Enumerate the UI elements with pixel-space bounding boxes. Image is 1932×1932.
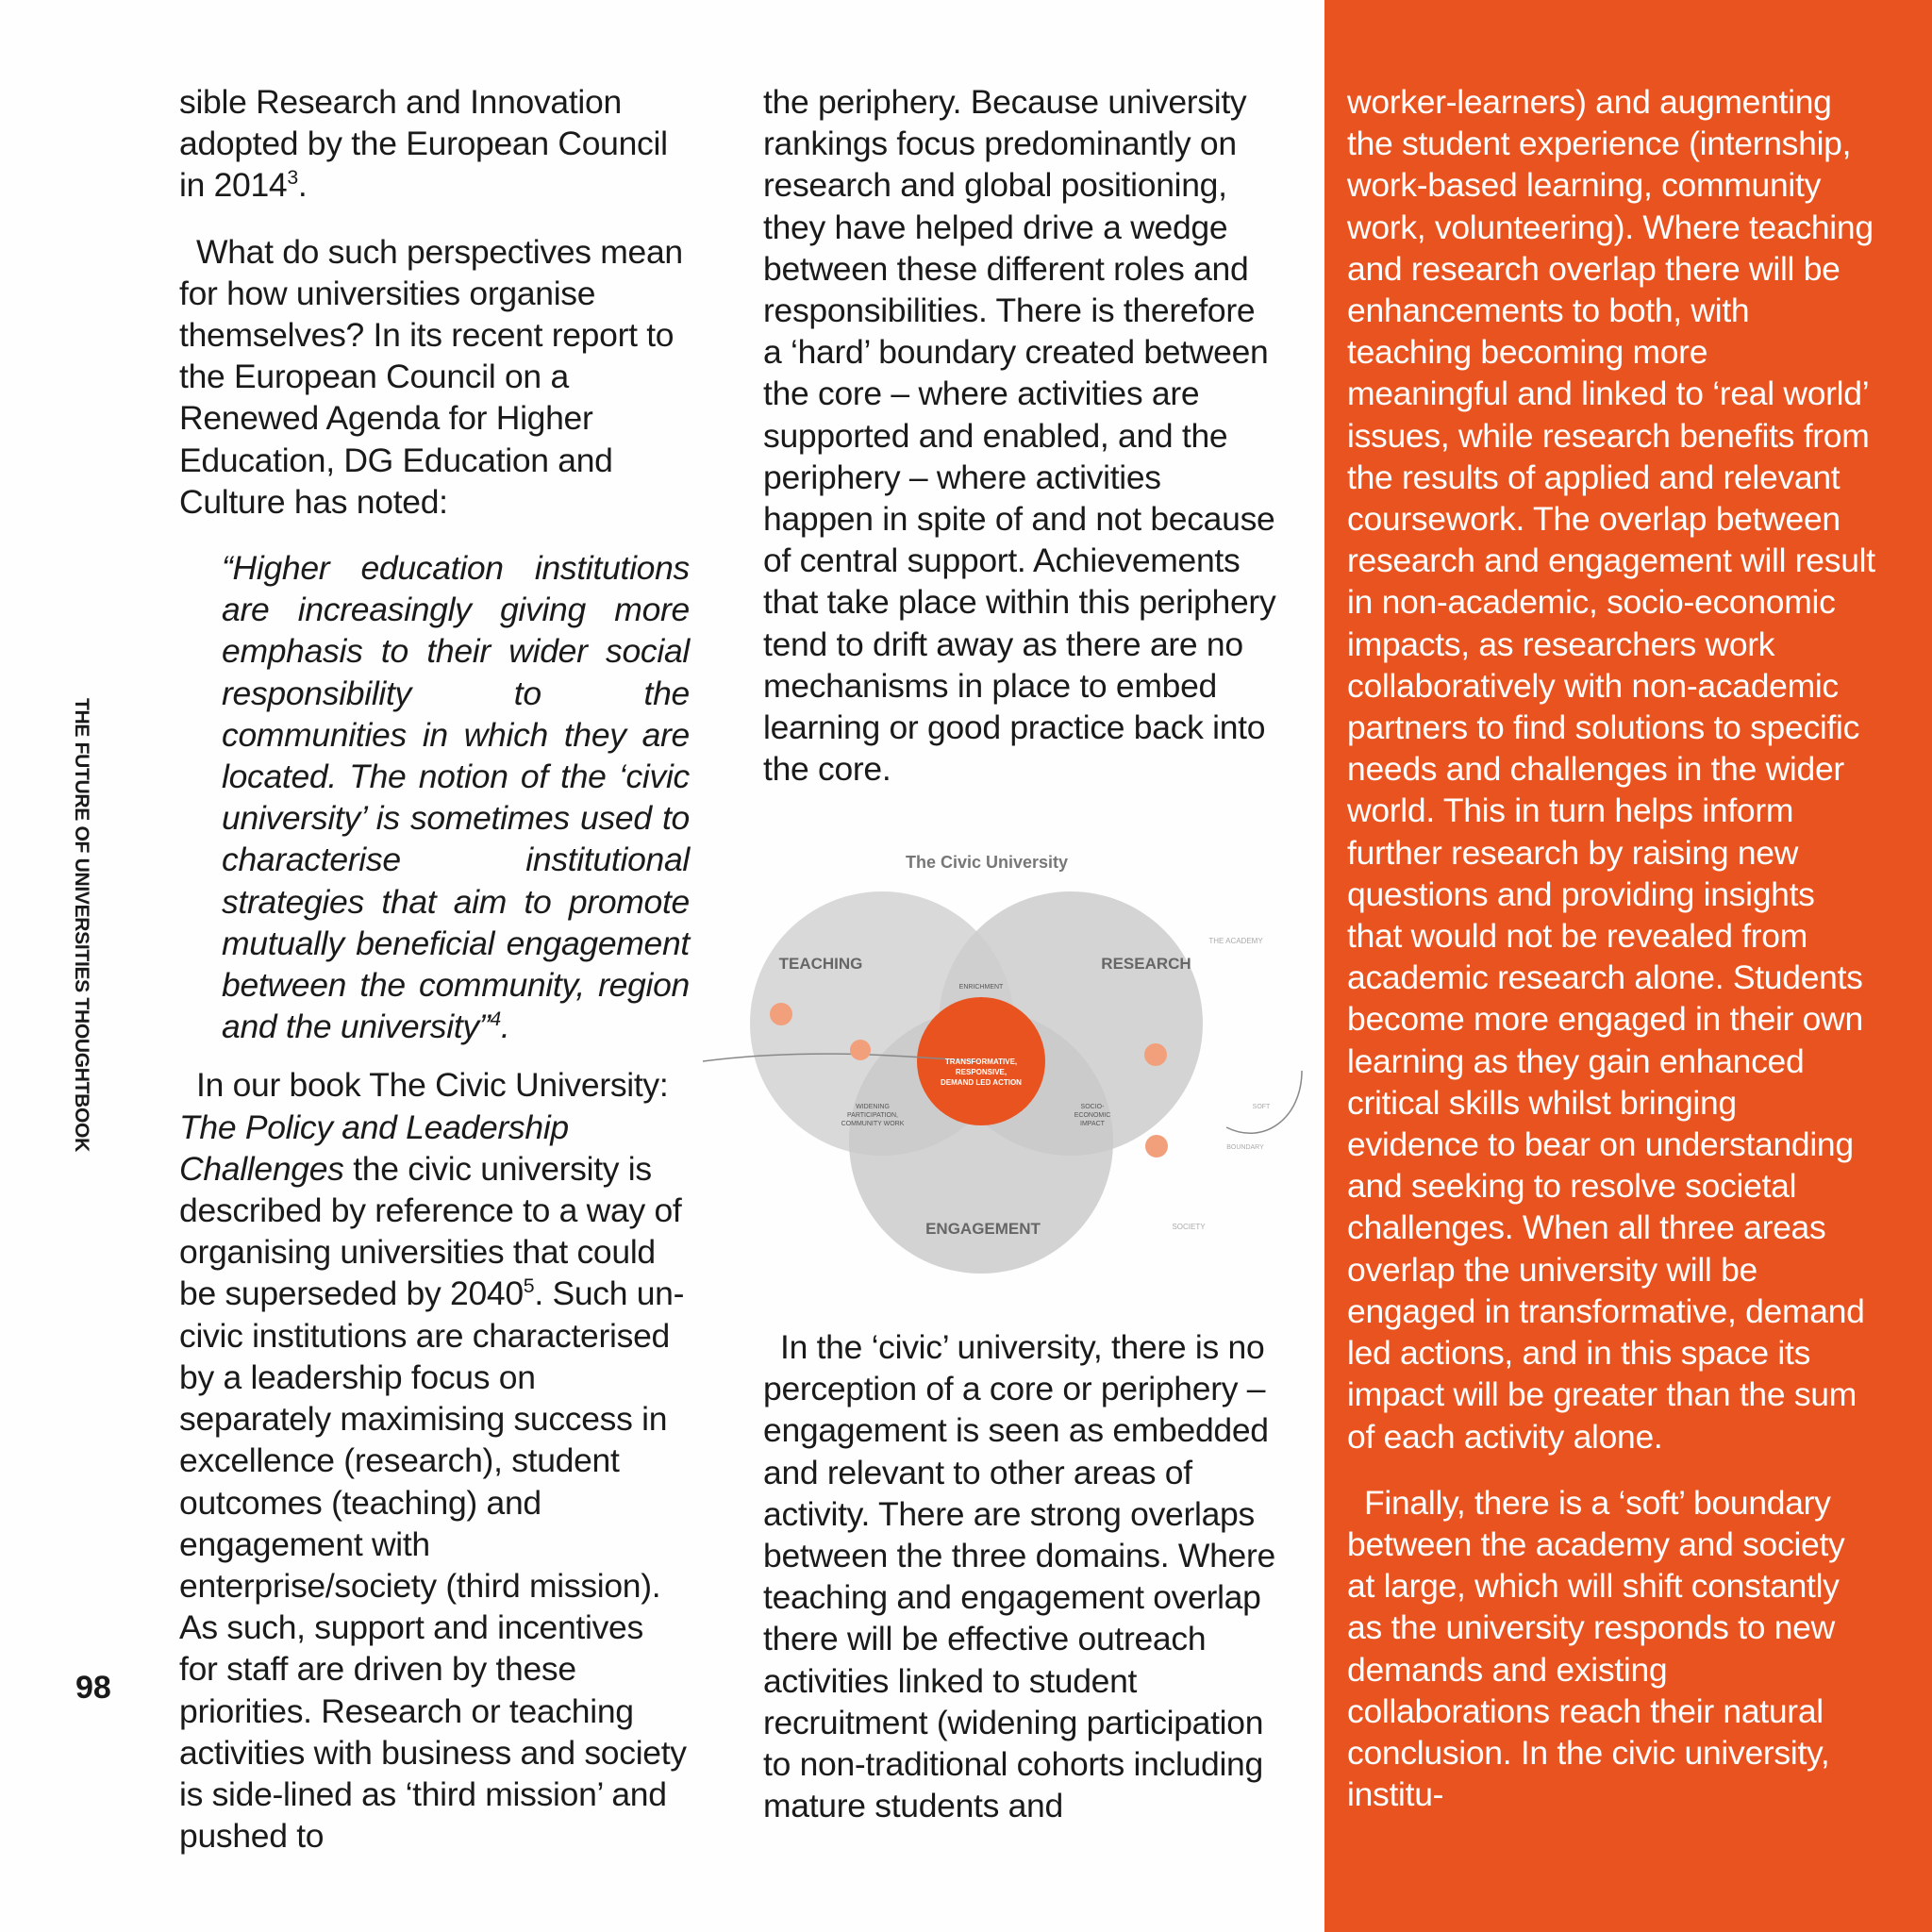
dot [850,1040,871,1060]
paragraph: What do such perspectives mean for how universities organise themselves? In its recent report to the European Council on a Renewed Agenda for Higher Education, DG Education and Culture has noted: [179,232,683,521]
column-3 [1347,81,1875,1840]
engagement-label: ENGAGEMENT [925,1220,1041,1238]
column-2 [763,81,1277,814]
column-1 [179,81,689,1881]
academy-label: THE ACADEMY [1208,937,1263,945]
civic-university-venn-diagram [698,835,1311,1288]
overlap-label: COMMUNITY WORK [841,1121,905,1127]
overlap-label: SOCIO- [1080,1104,1105,1110]
soft-label: SOFT [1252,1104,1271,1110]
paragraph: In the ‘civic’ university, there is no perception of a core or periphery – engagement is seen as embedded and relevant to other areas of activity. There are strong overlaps between the three domains. Where teaching and engagement overlap there will be effective outreach activities linked to student recruitment (widening participation to non-traditional cohorts including mature students and [763,1328,1275,1825]
paragraph: In our book The Civic University: The Policy and Leadership Challenges the civic university is described by reference to a way of organising universities that could be superseded by 2040$^5$. Such un-civic institutions are characterised by a leadership focus on separately maximising success in excellence (research), student outcomes (teaching) and engagement with enterprise/society (third mission). As such, support and incentives for staff are driven by these priorities. Research or teaching activities with business and society is side-lined as ‘third mission’ and pushed to [179,1066,687,1856]
dot [770,1003,792,1025]
society-label: SOCIETY [1172,1223,1206,1231]
center-label-line: RESPONSIVE, [955,1068,1008,1076]
dot [1145,1135,1168,1158]
paragraph: worker-learners) and augmenting the student experience (internship, work-based learning, community work, volunteering). Where teaching and research overlap there will be enhancements to both, with teaching becoming more meaningful and linked to ‘real world’ issues, while research benefits from the results of applied and relevant coursework. The overlap between research and engagement will result in non-academic, socio-economic impacts, as researchers work collaboratively with non-academic partners to find solutions to specific needs and challenges in the wider world. This in turn helps inform further research by raising new questions and providing insights that would not be revealed from academic research alone. Students become more engaged in their own learning as they gain enhanced critical skills whilst bringing evidence to bear on understanding and seeking to resolve societal challenges. When all three areas overlap the university will be engaged in transformative, demand led actions, and in this space its impact will be greater than the sum of each activity alone. [1347,83,1875,1456]
enrichment-label: ENRICHMENT [958,984,1004,991]
soft-boundary-line [1226,1071,1302,1133]
overlap-label: ECONOMIC [1074,1112,1111,1119]
diagram-title: The Civic University [905,853,1069,872]
dot [1144,1043,1167,1066]
center-label-line: DEMAND LED ACTION [941,1078,1022,1087]
column-2-continued [763,1326,1277,1826]
page-number: 98 [75,1670,111,1706]
boundary-label: BOUNDARY [1226,1144,1264,1151]
block-quote: “Higher education institutions are increasingly giving more emphasis to their wider social responsibility to the communities in which they are located. The notion of the ‘civic university’ is sometimes used to characterise institutional strategies that aim to promote mutually beneficial engagement between the community, region and the university”$^4$. [222,549,690,1046]
research-label: RESEARCH [1101,955,1191,973]
overlap-label: WIDENING [856,1104,890,1110]
overlap-label: IMPACT [1080,1121,1105,1127]
center-label-line: TRANSFORMATIVE, [944,1058,1018,1066]
paragraph: sible Research and Innovation adopted by the European Council in 2014$^3$. [179,83,668,205]
running-title: THE FUTURE OF UNIVERSITIES THOUGHTBOOK [71,698,92,1152]
paragraph: the periphery. Because university rankings focus predominantly on research and global positioning, they have helped drive a wedge between these different roles and responsibilities. There is therefore a ‘hard’ boundary created between the core – where activities are supported and enabled, and the periphery – where activities happen in spite of and not because of central support. Achievements that take place within this periphery tend to drift away as there are no mechanisms in place to embed learning or good practice back into the core. [763,83,1276,789]
overlap-label: PARTICIPATION, [847,1112,898,1119]
paragraph: Finally, there is a ‘soft’ boundary between the academy and society at large, which will shift constantly as the university responds to new demands and existing collaborations reach their natural conclusion. In the civic university, institu- [1347,1483,1845,1814]
teaching-label: TEACHING [778,955,863,973]
